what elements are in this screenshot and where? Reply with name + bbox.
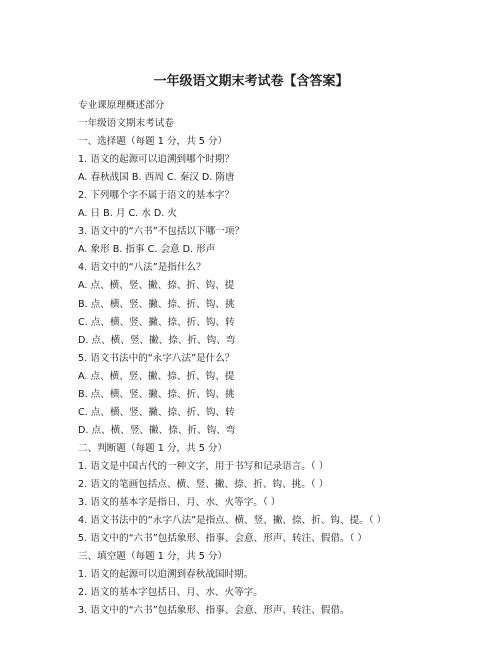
option-line: B. 点、横、竖、撇、捺、折、钩、挑 (78, 388, 235, 400)
section-heading-choice: 一、选择题（每题 1 分，共 5 分） (78, 136, 228, 148)
question-line: 3. 语文中的“六书”不包括以下哪一项？ (78, 226, 245, 238)
statement-line: 5. 语文中的“六书”包括象形、指事、会意、形声、转注、假借。（ ） (78, 533, 368, 545)
section-heading-judgment: 二、判断题（每题 1 分，共 5 分） (78, 442, 228, 454)
options-line: A. 象形 B. 指事 C. 会意 D. 形声 (78, 244, 216, 256)
section-intro-line: 专业课原理概述部分 (78, 100, 165, 111)
document-title: 一年级语文期末考试卷【含答案】 (153, 74, 349, 89)
question-line: 1. 语文的起源可以追溯到哪个时期？ (78, 154, 235, 166)
question-line: 5. 语文书法中的“永字八法”是什么？ (78, 352, 235, 364)
option-line: C. 点、横、竖、撇、捺、折、钩、转 (78, 406, 235, 418)
option-line: C. 点、横、竖、撇、捺、折、钩、转 (78, 316, 235, 328)
option-line: D. 点、横、竖、撇、捺、折、钩、弯 (78, 424, 236, 436)
document-body (78, 97, 488, 620)
fill-blank-line: 1. 语文的起源可以追溯到春秋战国时期。 (78, 569, 254, 581)
statement-line: 2. 语文的笔画包括点、横、竖、撇、捺、折、钩、挑。（ ） (78, 478, 329, 490)
option-line: B. 点、横、竖、撇、捺、折、钩、挑 (78, 298, 235, 310)
option-line: A. 点、横、竖、撇、捺、折、钩、提 (78, 280, 235, 292)
fill-blank-line: 3. 语文中的“六书”包括象形、指事、会意、形声、转注、假借。 (78, 605, 350, 617)
statement-line: 1. 语文是中国古代的一种文字，用于书写和记录语言。（ ） (78, 460, 329, 472)
options-line: A. 日 B. 月 C. 水 D. 火 (78, 208, 177, 220)
exam-name-line: 一年级语文期末考试卷 (78, 118, 174, 130)
section-heading-fill-blank: 三、填空题（每题 1 分，共 5 分） (78, 551, 228, 563)
option-line: D. 点、横、竖、撇、捺、折、钩、弯 (78, 334, 236, 346)
question-line: 2. 下列哪个字不属于语文的基本字？ (78, 190, 235, 202)
statement-line: 3. 语文的基本字是指日、月、水、火等字。（ ） (78, 497, 281, 509)
options-line: A. 春秋战国 B. 西周 C. 秦汉 D. 隋唐 (78, 172, 235, 184)
option-line: A. 点、横、竖、撇、捺、折、钩、提 (78, 370, 235, 382)
fill-blank-line: 2. 语文的基本字包括日、月、水、火等字。 (78, 587, 263, 599)
question-line: 4. 语文中的“八法”是指什么？ (78, 262, 206, 274)
statement-line: 4. 语文书法中的“永字八法”是指点、横、竖、撇、捺、折、钩、提。（ ） (78, 515, 387, 527)
